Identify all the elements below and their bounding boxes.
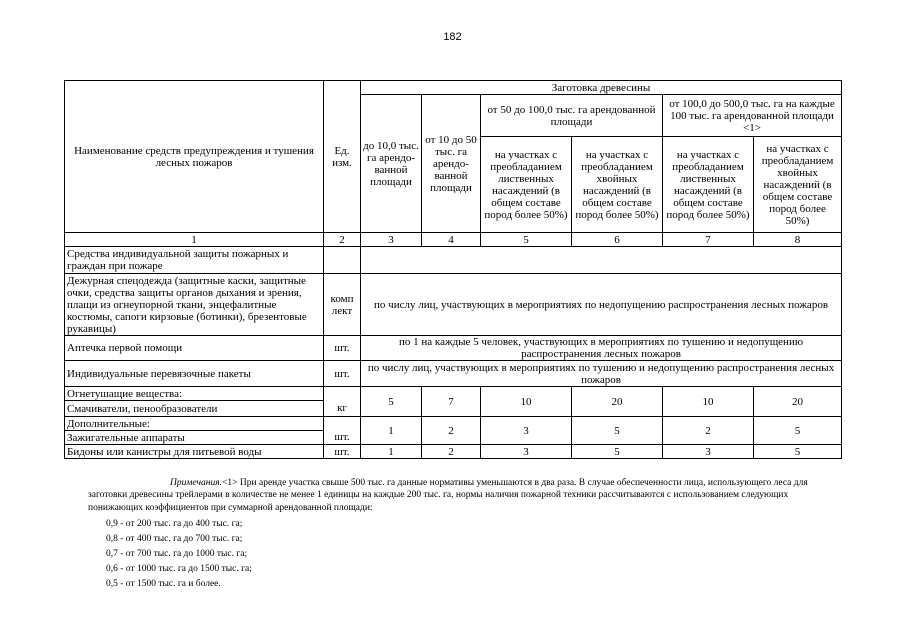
ignition-value-5: 3: [481, 417, 572, 445]
wetting-agents-name: Смачиватели, пенообразователи: [65, 401, 324, 417]
header-name-col: Наименование средств предупреждения и тушения лесных пожаров: [65, 81, 324, 233]
coefficient-item: 0,7 - от 700 тыс. га до 1000 тыс. га;: [106, 549, 248, 560]
header-sub-deciduous-1: на участках с преобладанием лиственных насаждений (в общем составе пород более 50%): [481, 137, 572, 233]
coefficients-list: [106, 517, 252, 592]
water-cans-value-7: 3: [663, 445, 754, 459]
first-aid-unit: шт.: [324, 336, 361, 361]
section-ppe-title: Средства индивидуальной защиты пожарных и граждан при пожаре: [65, 247, 324, 274]
duty-clothing-unit: комп лект: [324, 274, 361, 336]
notes-block: [88, 477, 838, 514]
duty-clothing-norm: по числу лиц, участвующих в мероприятиях по недопущению распространения лесных пожаров: [361, 274, 842, 336]
notes-text: <1> При аренде участка свыше 500 тыс. га данные нормативы уменьшаются в два раза. В случае обеспеченности лица, использующего леса для заготовки древесины трейлерами в количестве не менее 1 единицы на каждые 200 тыс. га, нормы наличия пожарной техники рассчитываются с использованием следующих понижающих коэффициентов при суммарной арендованной площади:: [88, 478, 808, 513]
ignition-value-7: 2: [663, 417, 754, 445]
ignition-value-4: 2: [422, 417, 481, 445]
header-sub-conifer-1: на участках с преобладанием хвойных насаждений (в общем составе пород более 50%): [572, 137, 663, 233]
coefficient-item: 0,9 - от 200 тыс. га до 400 тыс. га;: [106, 519, 243, 529]
ignition-devices-unit: шт.: [324, 431, 361, 445]
ignition-devices-name: Зажигательные аппараты: [65, 431, 324, 445]
table-row: [65, 336, 842, 361]
coefficient-item: 0,5 - от 1500 тыс. га и более.: [106, 579, 221, 590]
colnum-1: 1: [65, 233, 324, 247]
header-up-to-10: до 10,0 тыс. га арендо-ванной площади: [361, 95, 422, 233]
dressing-packs-name: Индивидуальные перевязочные пакеты: [65, 361, 324, 387]
additional-header: Дополнительные:: [65, 417, 324, 431]
duty-clothing-name: Дежурная спецодежда (защитные каски, защитные очки, средства защиты органов дыхания и зрения, плащи из огнеупорной ткани, энцефалитные костюмы, сапоги кирзовые (ботинки), брезентовые рукавицы): [65, 274, 324, 336]
colnum-6: 6: [572, 233, 663, 247]
ignition-value-6: 5: [572, 417, 663, 445]
water-cans-value-5: 3: [481, 445, 572, 459]
colnum-7: 7: [663, 233, 754, 247]
first-aid-name: Аптечка первой помощи: [65, 336, 324, 361]
water-cans-value-4: 2: [422, 445, 481, 459]
dressing-packs-norm: по числу лиц, участвующих в мероприятиях по тушению и недопущению распространения лесных пожаров: [361, 361, 842, 387]
wetting-value-3: 5: [361, 387, 422, 417]
wetting-value-7: 10: [663, 387, 754, 417]
norms-table: [64, 80, 842, 459]
wetting-value-5: 10: [481, 387, 572, 417]
table-row: [65, 247, 842, 274]
first-aid-norm: по 1 на каждые 5 человек, участвующих в мероприятиях по тушению и недопущению распространения лесных пожаров: [361, 336, 842, 361]
dressing-packs-unit: шт.: [324, 361, 361, 387]
header-100-to-500: от 100,0 до 500,0 тыс. га на каждые 100 тыс. га арендованной площади <1>: [663, 95, 842, 137]
header-sub-conifer-2: на участках с преобладанием хвойных насаждений (в общем составе пород более 50%): [754, 137, 842, 233]
water-cans-value-3: 1: [361, 445, 422, 459]
wetting-value-6: 20: [572, 387, 663, 417]
water-cans-value-6: 5: [572, 445, 663, 459]
norms-table-wrapper: [64, 80, 841, 459]
wetting-value-4: 7: [422, 387, 481, 417]
colnum-5: 5: [481, 233, 572, 247]
header-50-to-100: от 50 до 100,0 тыс. га арендованной площади: [481, 95, 663, 137]
column-numbers-row: [65, 233, 842, 247]
notes-label: Примечания.: [170, 478, 223, 488]
water-cans-value-8: 5: [754, 445, 842, 459]
water-cans-unit: шт.: [324, 445, 361, 459]
water-cans-name: Бидоны или канистры для питьевой воды: [65, 445, 324, 459]
table-row: [65, 274, 842, 336]
page-number: 182: [443, 31, 462, 43]
wetting-agents-unit: кг: [324, 401, 361, 417]
wetting-value-8: 20: [754, 387, 842, 417]
table-row: [65, 361, 842, 387]
colnum-8: 8: [754, 233, 842, 247]
notes-paragraph: [88, 477, 838, 514]
extinguishing-header: Огнетушащие вещества:: [65, 387, 324, 401]
ignition-value-3: 1: [361, 417, 422, 445]
coefficient-item: 0,6 - от 1000 тыс. га до 1500 тыс. га;: [106, 564, 252, 575]
coefficient-item: 0,8 - от 400 тыс. га до 700 тыс. га;: [106, 534, 243, 545]
header-sub-deciduous-2: на участках с преобладанием лиственных насаждений (в общем составе пород более 50%): [663, 137, 754, 233]
table-row: [65, 387, 842, 401]
colnum-2: 2: [324, 233, 361, 247]
table-row: [65, 445, 842, 459]
table-row: [65, 417, 842, 431]
ignition-value-8: 5: [754, 417, 842, 445]
header-10-to-50: от 10 до 50 тыс. га арендо-ванной площади: [422, 95, 481, 233]
header-unit-col: Ед. изм.: [324, 81, 361, 233]
colnum-3: 3: [361, 233, 422, 247]
header-group-title: Заготовка древесины: [361, 81, 842, 95]
colnum-4: 4: [422, 233, 481, 247]
